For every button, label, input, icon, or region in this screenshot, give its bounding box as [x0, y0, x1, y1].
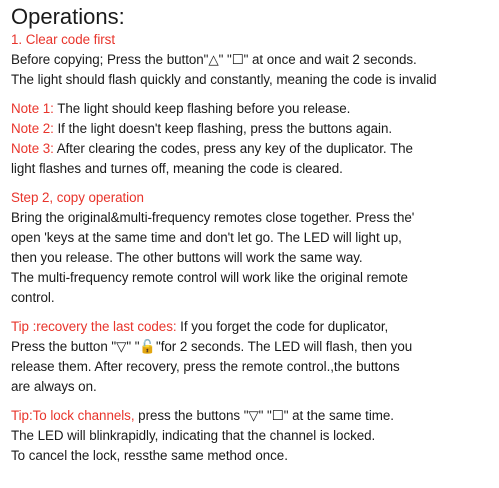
tip-recovery-line-2: release them. After recovery, press the remote control.,the buttons — [11, 359, 400, 374]
tip-lock-text: press the buttons "▽" "☐" at the same time. — [134, 408, 394, 423]
tip-lock-line-1: The LED will blinkrapidly, indicating that the channel is locked. — [11, 428, 376, 443]
step2-line-5: control. — [11, 290, 55, 305]
step2-title: Step 2, copy operation — [11, 190, 144, 205]
tip-lock-line-2: To cancel the lock, ressthe same method once. — [11, 448, 288, 463]
tip-recovery-line-3: are always on. — [11, 379, 97, 394]
note-2-text: If the light doesn't keep flashing, press the buttons again. — [53, 121, 393, 136]
note-1-label: Note 1: — [11, 101, 54, 116]
step2-line-4: The multi-frequency remote control will work like the original remote — [11, 270, 408, 285]
step1-title: 1. Clear code first — [11, 32, 115, 47]
note-2-label: Note 2: — [11, 121, 54, 136]
page-title: Operations: — [11, 4, 125, 29]
step1-line-1: Before copying; Press the button"△" "☐" at once and wait 2 seconds. — [11, 52, 417, 67]
tip-recovery-text: If you forget the code for duplicator, — [176, 319, 389, 334]
step1-line-2: The light should flash quickly and constantly, meaning the code is invalid — [11, 72, 437, 87]
step2-line-1: Bring the original&multi-frequency remotes close together. Press the' — [11, 210, 415, 225]
note-3 — [11, 139, 497, 159]
tip-recovery-line-1: Press the button "▽" "🔓"for 2 seconds. The LED will flash, then you — [11, 339, 413, 354]
note-3-label: Note 3: — [11, 141, 54, 156]
tip-recovery-label: Tip :recovery the last codes: — [11, 319, 177, 334]
tip-recovery — [11, 317, 497, 337]
tip-lock-label: Tip:To lock channels, — [11, 408, 135, 423]
note-3-text: After clearing the codes, press any key of the duplicator. The — [53, 141, 413, 156]
note-3-continued: light flashes and turnes off, meaning the code is cleared. — [11, 161, 343, 176]
note-1-text: The light should keep flashing before you release. — [53, 101, 351, 116]
note-2 — [11, 119, 497, 139]
instruction-page — [11, 4, 497, 466]
tip-lock — [11, 406, 497, 426]
step2-line-2: open 'keys at the same time and don't let go. The LED will light up, — [11, 230, 402, 245]
note-1 — [11, 99, 497, 119]
step2-line-3: then you release. The other buttons will work the same way. — [11, 250, 363, 265]
